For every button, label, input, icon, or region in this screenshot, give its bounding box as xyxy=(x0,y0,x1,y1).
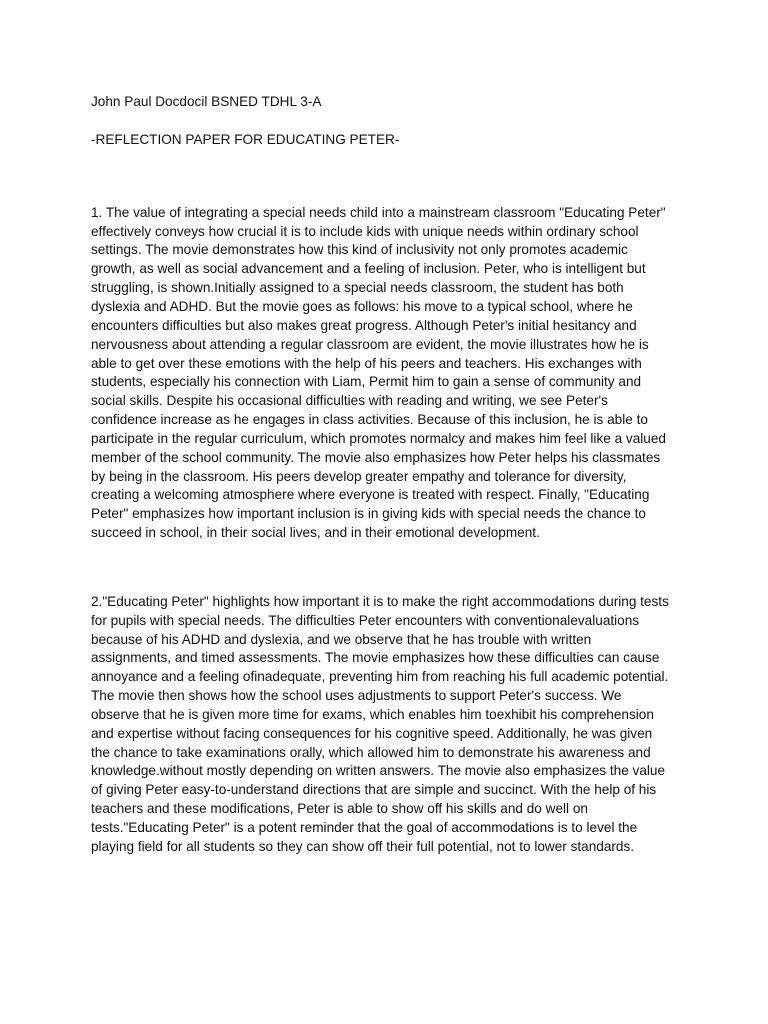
paragraph-line: because of his ADHD and dyslexia, and we observe that he has trouble with written xyxy=(91,632,592,647)
paragraph-line: teachers and these modifications, Peter is able to show off his skills and do well on xyxy=(91,801,588,816)
paragraph-line: effectively conveys how crucial it is to include kids with unique needs within ordinary school xyxy=(91,224,639,239)
paragraph-line: struggling, is shown.Initially assigned to a special needs classroom, the student has both xyxy=(91,280,624,295)
paragraph-line: observe that he is given more time for exams, which enables him toexhibit his comprehension xyxy=(91,707,654,722)
paragraph-line: tests."Educating Peter" is a potent reminder that the goal of accommodations is to level the xyxy=(91,820,638,835)
author-line: John Paul Docdocil BSNED TDHL 3-A xyxy=(91,94,322,109)
paragraph-line: settings. The movie demonstrates how this kind of inclusivity not only promotes academic xyxy=(91,242,628,257)
paper-title: -REFLECTION PAPER FOR EDUCATING PETER- xyxy=(91,132,400,147)
paragraph-line: participate in the regular curriculum, which promotes normalcy and makes him feel like a valued xyxy=(91,431,666,446)
paragraph-line: playing field for all students so they can show off their full potential, not to lower standards. xyxy=(91,839,635,854)
paragraph-line: social skills. Despite his occasional difficulties with reading and writing, we see Peter's xyxy=(91,393,608,408)
paragraph-line: by being in the classroom. His peers develop greater empathy and tolerance for diversity, xyxy=(91,469,627,484)
paragraph-line: the chance to take examinations orally, which allowed him to demonstrate his awareness and xyxy=(91,745,651,760)
paragraph-line: and expertise without facing consequences for his cognitive speed. Additionally, he was given xyxy=(91,726,653,741)
paragraph-line: member of the school community. The movie also emphasizes how Peter helps his classmates xyxy=(91,450,661,465)
paragraph-line: 1. The value of integrating a special needs child into a mainstream classroom "Educating Peter" xyxy=(91,205,666,220)
paragraph-line: able to get over these emotions with the help of his peers and teachers. His exchanges with xyxy=(91,356,642,371)
paragraph-line: Peter" emphasizes how important inclusion is in giving kids with special needs the chance to xyxy=(91,506,646,521)
paragraph-line: succeed in school, in their social lives, and in their emotional development. xyxy=(91,525,540,540)
paragraph-line: of giving Peter easy-to-understand directions that are simple and succinct. With the help of his xyxy=(91,782,657,797)
paragraph-line: growth, as well as social advancement and a feeling of inclusion. Peter, who is intelligent but xyxy=(91,261,646,276)
paragraph-line: for pupils with special needs. The difficulties Peter encounters with conventionalevaluations xyxy=(91,613,640,628)
paragraph-line: encounters difficulties but also makes great progress. Although Peter's initial hesitancy and xyxy=(91,318,637,333)
paragraph-line: students, especially his connection with Liam, Permit him to gain a sense of community and xyxy=(91,374,642,389)
paragraph-line: dyslexia and ADHD. But the movie goes as follows: his move to a typical school, where he xyxy=(91,299,633,314)
paragraph-line: confidence increase as he engages in class activities. Because of this inclusion, he is able to xyxy=(91,412,648,427)
paragraph-line: creating a welcoming atmosphere where everyone is treated with respect. Finally, "Educating xyxy=(91,487,650,502)
paragraph-line: nervousness about attending a regular classroom are evident, the movie illustrates how he is xyxy=(91,337,649,352)
paragraph-line: assignments, and timed assessments. The movie emphasizes how these difficulties can cause xyxy=(91,650,660,665)
paragraph-line: 2."Educating Peter" highlights how important it is to make the right accommodations during tests xyxy=(91,594,669,609)
paragraph-line: The movie then shows how the school uses adjustments to support Peter's success. We xyxy=(91,688,622,703)
paragraph-line: annoyance and a feeling ofinadequate, preventing him from reaching his full academic potential. xyxy=(91,669,669,684)
paragraph-line: knowledge.without mostly depending on written answers. The movie also emphasizes the value xyxy=(91,763,666,778)
